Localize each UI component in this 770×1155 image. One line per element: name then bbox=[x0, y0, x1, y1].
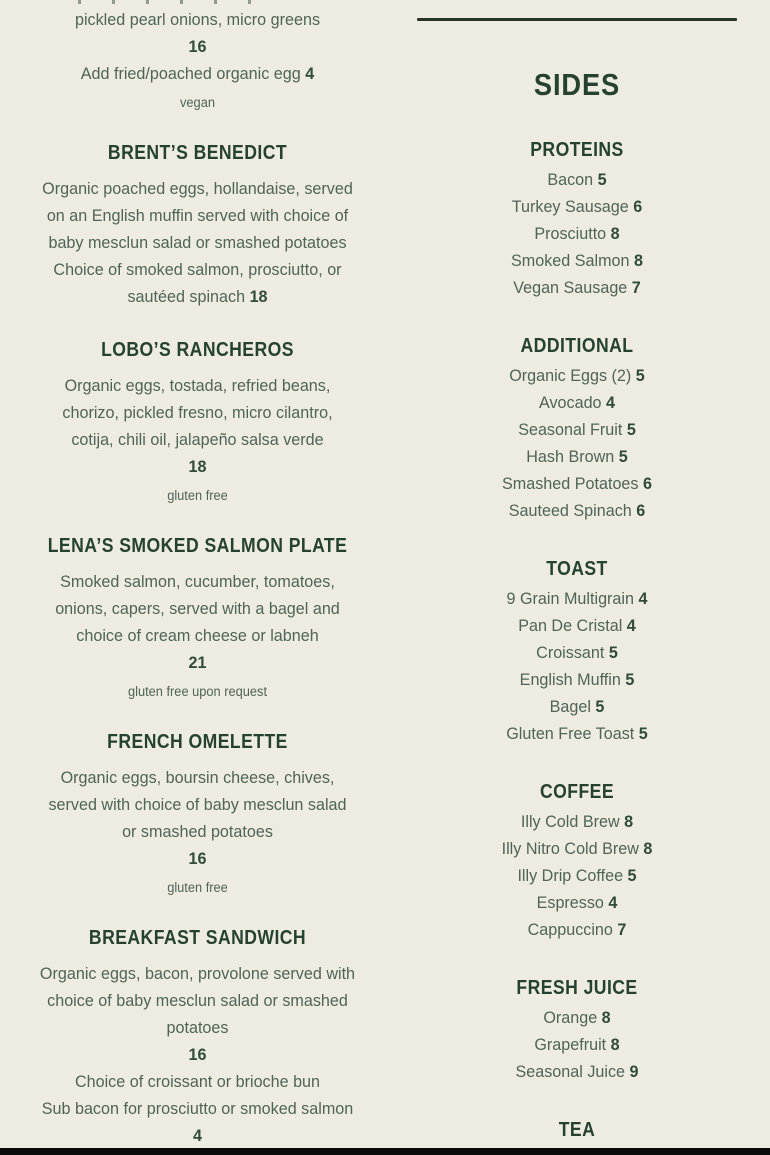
section-divider-rule bbox=[417, 18, 737, 21]
dietary-note: vegan bbox=[180, 95, 215, 110]
menu-item-line bbox=[10, 6, 385, 33]
side-item-label: Cappuccino bbox=[527, 920, 618, 939]
side-item-label: English Muffin bbox=[519, 670, 626, 689]
side-item-price: 5 bbox=[627, 866, 637, 885]
menu-item-line bbox=[10, 595, 385, 622]
side-item-label: Hash Brown bbox=[526, 447, 619, 466]
menu-item-line bbox=[10, 60, 385, 87]
side-item-label: Orange bbox=[543, 1008, 602, 1027]
menu-item-text: on an English muffin served with choice of bbox=[46, 206, 349, 225]
menu-item-text: baby mesclun salad or smashed potatoes bbox=[48, 233, 347, 252]
dietary-note: gluten free bbox=[167, 488, 228, 503]
menu-item-price: 16 bbox=[188, 1045, 207, 1064]
menu-item-title: FRENCH OMELETTE bbox=[107, 731, 288, 753]
side-item bbox=[425, 889, 729, 916]
menu-item-text: Smoked salmon, cucumber, tomatoes, bbox=[60, 572, 335, 591]
menu-item-title: BRENT’S BENEDICT bbox=[107, 142, 288, 164]
menu-item-line bbox=[10, 256, 385, 283]
menu-item-line bbox=[10, 202, 385, 229]
menu-item-text: Organic eggs, boursin cheese, chives, bbox=[60, 768, 335, 787]
side-item-price: 5 bbox=[635, 366, 645, 385]
side-item-label: Vegan Sausage bbox=[513, 278, 632, 297]
menu-item-line bbox=[10, 622, 385, 649]
side-item-price: 4 bbox=[626, 616, 636, 635]
menu-item-line bbox=[10, 960, 385, 987]
side-item-price: 4 bbox=[608, 893, 618, 912]
menu-item bbox=[0, 141, 395, 310]
menu-item-text: Organic eggs, bacon, provolone served with bbox=[39, 964, 356, 983]
menu-item-text: chorizo, pickled fresno, micro cilantro, bbox=[62, 403, 333, 422]
menu-item-text: pickled pearl onions, micro greens bbox=[74, 10, 321, 29]
menu-item-text: Choice of smoked salmon, prosciutto, or bbox=[53, 260, 342, 279]
sides-section-heading: COFFEE bbox=[539, 781, 615, 803]
side-item-price: 5 bbox=[638, 724, 648, 743]
side-item-label: Bagel bbox=[549, 697, 596, 716]
sides-title: SIDES bbox=[533, 67, 621, 102]
side-item-price: 5 bbox=[608, 643, 618, 662]
menu-item-text: sautéed spinach bbox=[127, 287, 250, 306]
side-item bbox=[425, 497, 729, 524]
menu-item-price: 4 bbox=[305, 64, 315, 83]
side-item-label: Illy Cold Brew bbox=[520, 812, 625, 831]
menu-item-text: Organic eggs, tostada, refried beans, bbox=[64, 376, 331, 395]
side-item bbox=[425, 1031, 729, 1058]
side-item bbox=[425, 666, 729, 693]
menu-item-line bbox=[10, 1122, 385, 1149]
menu-item-line bbox=[10, 426, 385, 453]
menu-item-price: 16 bbox=[188, 849, 207, 868]
menu-item-line bbox=[10, 791, 385, 818]
side-item bbox=[425, 835, 729, 862]
side-item-label: Grapefruit bbox=[534, 1035, 611, 1054]
menu-item-text: Choice of croissant or brioche bun bbox=[74, 1072, 321, 1091]
menu-item-line bbox=[10, 283, 385, 310]
side-item-price: 8 bbox=[610, 1035, 620, 1054]
menu-item-text: choice of baby mesclun salad or smashed bbox=[47, 991, 348, 1010]
menu-item-title: LOBO’S RANCHEROS bbox=[101, 339, 294, 361]
menu-item-text: Organic poached eggs, hollandaise, served bbox=[42, 179, 353, 198]
menu-item-text: potatoes bbox=[166, 1018, 229, 1037]
side-item bbox=[425, 362, 729, 389]
menu-item-line bbox=[10, 845, 385, 872]
bottom-edge-bar bbox=[0, 1148, 770, 1155]
menu-item-line bbox=[10, 764, 385, 791]
menu-item-text: served with choice of baby mesclun salad bbox=[48, 795, 347, 814]
menu-item-line bbox=[10, 229, 385, 256]
side-item bbox=[425, 808, 729, 835]
side-item-price: 4 bbox=[638, 589, 648, 608]
side-item-label: Pan De Cristal bbox=[518, 616, 627, 635]
menu-item bbox=[0, 926, 395, 1149]
side-item-label: Avocado bbox=[538, 393, 607, 412]
side-item bbox=[425, 1058, 729, 1085]
menu-item-text: onions, capers, served with a bagel and bbox=[55, 599, 340, 618]
menu-item-title: BREAKFAST SANDWICH bbox=[88, 927, 307, 949]
side-item bbox=[425, 443, 729, 470]
side-item-price: 7 bbox=[617, 920, 627, 939]
side-item-price: 6 bbox=[636, 501, 646, 520]
side-item-label: Seasonal Fruit bbox=[518, 420, 627, 439]
side-item bbox=[425, 247, 729, 274]
side-item bbox=[425, 862, 729, 889]
side-item bbox=[425, 416, 729, 443]
side-item-label: Croissant bbox=[536, 643, 609, 662]
side-item bbox=[425, 389, 729, 416]
menu-item-line bbox=[10, 33, 385, 60]
side-item-label: Turkey Sausage bbox=[511, 197, 634, 216]
side-item bbox=[425, 166, 729, 193]
side-item-label: Illy Nitro Cold Brew bbox=[501, 839, 644, 858]
menu-item-line bbox=[10, 568, 385, 595]
side-item bbox=[425, 274, 729, 301]
sides-column bbox=[417, 0, 737, 1146]
menu-item bbox=[0, 730, 395, 898]
menu-item-title: LENA’S SMOKED SALMON PLATE bbox=[47, 535, 348, 557]
side-item bbox=[425, 693, 729, 720]
menu-item-text: or smashed potatoes bbox=[122, 822, 273, 841]
side-item-price: 5 bbox=[618, 447, 628, 466]
side-item-label: Seasonal Juice bbox=[515, 1062, 630, 1081]
menu-item-text: cotija, chili oil, jalapeño salsa verde bbox=[71, 430, 324, 449]
side-item bbox=[425, 220, 729, 247]
dietary-note: gluten free bbox=[167, 880, 228, 895]
menu-item-text: Sub bacon for prosciutto or smoked salmon bbox=[41, 1099, 354, 1118]
menu-item-line bbox=[10, 1014, 385, 1041]
menu-item-text: choice of cream cheese or labneh bbox=[76, 626, 319, 645]
sides-section-heading: TEA bbox=[558, 1119, 596, 1141]
side-item bbox=[425, 916, 729, 943]
side-item-price: 8 bbox=[624, 812, 634, 831]
side-item-label: Illy Drip Coffee bbox=[517, 866, 628, 885]
menu-item-text: Add fried/poached organic egg bbox=[80, 64, 306, 83]
menu-item-price: 18 bbox=[188, 457, 207, 476]
menu-item-line bbox=[10, 453, 385, 480]
side-item bbox=[425, 720, 729, 747]
menu-item-line bbox=[10, 372, 385, 399]
side-item bbox=[425, 193, 729, 220]
side-item-price: 8 bbox=[610, 224, 620, 243]
sides-section-heading: ADDITIONAL bbox=[520, 335, 634, 357]
side-item-price: 5 bbox=[595, 697, 605, 716]
menu-item-line bbox=[10, 649, 385, 676]
side-item bbox=[425, 639, 729, 666]
side-item-label: Smoked Salmon bbox=[511, 251, 634, 270]
menu-item-line bbox=[10, 987, 385, 1014]
dietary-note: gluten free upon request bbox=[127, 684, 268, 699]
side-item-price: 6 bbox=[633, 197, 643, 216]
side-item bbox=[425, 585, 729, 612]
side-item bbox=[425, 1004, 729, 1031]
menu-item-line bbox=[10, 399, 385, 426]
sides-sections-host bbox=[417, 138, 737, 1142]
menu-item-line bbox=[10, 1041, 385, 1068]
menu-item-line bbox=[10, 175, 385, 202]
side-item bbox=[425, 612, 729, 639]
side-item-label: Prosciutto bbox=[534, 224, 611, 243]
sides-section-heading: PROTEINS bbox=[530, 139, 624, 161]
menu-item-price: 16 bbox=[188, 37, 207, 56]
side-item-price: 8 bbox=[601, 1008, 611, 1027]
side-item-label: Organic Eggs (2) bbox=[509, 366, 636, 385]
menu-item bbox=[0, 534, 395, 702]
side-item bbox=[425, 470, 729, 497]
side-item-label: Bacon bbox=[547, 170, 598, 189]
menu-item bbox=[0, 6, 395, 113]
side-item-price: 6 bbox=[642, 474, 652, 493]
menu-item-price: 4 bbox=[193, 1126, 202, 1145]
sides-section-heading: TOAST bbox=[546, 558, 608, 580]
side-item-label: Gluten Free Toast bbox=[506, 724, 639, 743]
menu-item bbox=[0, 338, 395, 506]
side-item-price: 7 bbox=[631, 278, 641, 297]
menu-item-line bbox=[10, 1068, 385, 1095]
side-item-price: 5 bbox=[625, 670, 635, 689]
side-item-label: Espresso bbox=[536, 893, 609, 912]
side-item-label: 9 Grain Multigrain bbox=[506, 589, 639, 608]
side-item-price: 5 bbox=[597, 170, 607, 189]
side-item-price: 8 bbox=[643, 839, 653, 858]
side-item-label: Smashed Potatoes bbox=[502, 474, 643, 493]
side-item-price: 5 bbox=[626, 420, 636, 439]
menu-item-line bbox=[10, 1095, 385, 1122]
menu-item-price: 21 bbox=[188, 653, 207, 672]
side-item-price: 9 bbox=[629, 1062, 639, 1081]
side-item-price: 8 bbox=[633, 251, 643, 270]
side-item-price: 4 bbox=[606, 393, 616, 412]
side-item-label: Sauteed Spinach bbox=[508, 501, 637, 520]
menu-item-price: 18 bbox=[249, 287, 268, 306]
menu-item-line bbox=[10, 818, 385, 845]
sides-section-heading: FRESH JUICE bbox=[516, 977, 638, 999]
